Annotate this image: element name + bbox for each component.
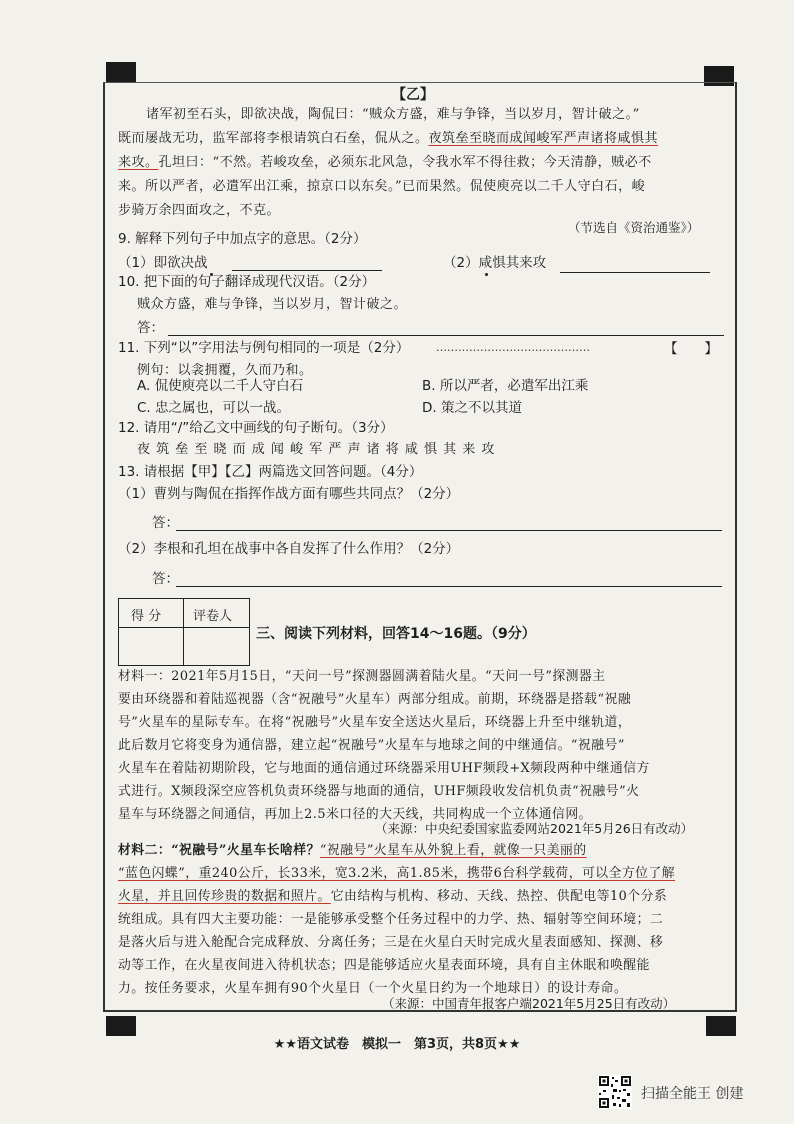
material1-line-1: 材料一：2021年5月15日，“天问一号”探测器圆满着陆火星。“天问一号”探测器主 xyxy=(118,669,606,684)
scanner-watermark: 扫描全能王 创建 xyxy=(641,1086,744,1102)
q11-option-b: B. 所以严者，必遣军出江乘 xyxy=(422,378,589,394)
material1-source: （来源：中央纪委国家监委网站2021年5月26日有改动） xyxy=(375,821,694,836)
q9-item1: （1）即欲决战 xyxy=(118,255,208,271)
material2-line-7: 力。按任务要求，火星车拥有90个火星日（一个火星日约为一个地球日）的设计寿命。 xyxy=(118,981,628,996)
material2-line-3 xyxy=(118,888,667,906)
material1-line-7: 星车与环绕器之间通信，再加上2.5米口径的大天线，共同构成一个立体通信网。 xyxy=(118,807,592,822)
passage-underlined-1: 夜筑垒至晓而成闻峻军严声诸将咸惧其 xyxy=(428,131,659,146)
material1-line-5: 火星车在着陆初期阶段，它与地面的通信通过环绕器采用UHF频段+X频段两种中继通信方 xyxy=(118,761,650,776)
passage-line-5: 步骑万余四面攻之，不克。 xyxy=(118,203,281,218)
q12-sentence[interactable]: 夜 筑 垒 至 晓 而 成 闻 峻 军 严 声 诸 将 咸 惧 其 来 攻 xyxy=(137,442,496,457)
registration-mark-top-left xyxy=(106,62,136,82)
q9-stem: 9. 解释下列句子中加点字的意思。（2分） xyxy=(118,231,367,247)
score-box xyxy=(118,598,250,666)
q11-example: 例句：以衾拥覆，久而乃和。 xyxy=(137,363,313,378)
passage-line-1: 诸军初至石头，即欲决战，陶侃曰：“贼众方盛，难与争锋，当以岁月，智计破之。” xyxy=(146,107,640,122)
passage-underlined-2: 来攻。 xyxy=(118,155,159,170)
material2-underlined-1: “祝融号”火星车从外貌上看，就像一只美丽的 xyxy=(319,843,587,858)
q11-option-c: C. 忠之属也，可以一战。 xyxy=(137,400,291,416)
material2-line-1 xyxy=(118,842,587,860)
material2-line-6: 动等工作，在火星夜间进入待机状态；四是能够适应火星表面环境，具有自主休眠和唤醒能 xyxy=(118,958,650,973)
score-input-cell[interactable] xyxy=(119,629,183,665)
q13-answer-label-2: 答： xyxy=(152,571,179,587)
q11-stem: 11. 下列“以”字用法与例句相同的一项是（2分） xyxy=(118,340,410,356)
score-box-divider-h xyxy=(119,627,249,628)
score-box-divider-v xyxy=(183,599,184,665)
q11-answer-bracket[interactable]: 【 】 xyxy=(664,341,718,357)
section-yi-title: 【乙】 xyxy=(392,87,434,103)
material2-line-1a: 材料二：“祝融号”火星车长啥样？ xyxy=(118,843,320,858)
q9-blank1[interactable] xyxy=(232,270,382,271)
q10-sentence: 贼众方盛，难与争锋，当以岁月，智计破之。 xyxy=(137,297,408,312)
q13-answer-line-2[interactable] xyxy=(176,586,722,587)
material1-line-4: 此后数月它将变身为通信器，建立起“祝融号”火星车与地球之间的中继通信。“祝融号” xyxy=(118,738,625,753)
passage-line-4: 来。所以严者，必遣军出江乘，掠京口以东矣。”已而果然。侃使庾亮以二千人守白石，峻 xyxy=(118,179,646,194)
q11-leader: …………………………………… xyxy=(436,341,590,354)
q13-answer-label-1: 答： xyxy=(152,515,179,531)
material1-line-2: 要由环绕器和着陆巡视器（含“祝融号”火星车）两部分组成。前期，环绕器是搭载“祝融 xyxy=(118,692,632,707)
q9-emphasis-dot-2 xyxy=(485,273,488,276)
q9-blank2[interactable] xyxy=(560,272,710,273)
q13-sub2: （2）李根和孔坦在战事中各自发挥了什么作用？（2分） xyxy=(118,541,460,557)
passage-line-3b: 孔坦曰：“不然。若峻攻垒，必须东北风急，令我水军不得往救；今天清静，贼必不 xyxy=(158,155,652,170)
q10-answer-label: 答： xyxy=(137,320,164,336)
material2-line-4: 统组成。具有四大主要功能：一是能够承受整个任务过程中的力学、热、辐射等空间环境；二 xyxy=(118,912,664,927)
passage-source: （节选自《资治通鉴》） xyxy=(568,220,700,235)
q13-answer-line-1[interactable] xyxy=(176,530,722,531)
material2-underlined-3: 火星，并且回传珍贵的数据和照片。 xyxy=(118,889,331,904)
material2-underlined-2: “蓝色闪蝶”，重240公斤，长33米，宽3.2米，高1.85米，携带6台科学载荷，可以全方位了解 xyxy=(118,866,676,881)
qr-code-icon xyxy=(598,1075,632,1109)
material1-line-6: 式进行。X频段深空应答机负责环绕器与地面的通信，UHF频段收发信机负责“祝融号”火 xyxy=(118,784,640,799)
section3-heading: 三、阅读下列材料，回答14～16题。（9分） xyxy=(256,626,536,642)
q9-item2: （2）咸惧其来攻 xyxy=(443,255,547,271)
passage-line-2a: 既而屡战无功，监军部将李根请筑白石垒，侃从之。 xyxy=(118,131,429,146)
score-label: 得 分 xyxy=(131,609,162,624)
q13-sub1: （1）曹刿与陶侃在指挥作战方面有哪些共同点？（2分） xyxy=(118,486,460,502)
q11-option-a: A. 侃使庾亮以二千人守白石 xyxy=(137,378,304,394)
page-footer: ★★语文试卷 模拟一 第3页，共8页★★ xyxy=(273,1037,521,1052)
q11-option-d: D. 策之不以其道 xyxy=(422,400,522,416)
q10-stem: 10. 把下面的句子翻译成现代汉语。（2分） xyxy=(118,274,376,290)
q13-stem: 13. 请根据【甲】【乙】两篇选文回答问题。（4分） xyxy=(118,464,423,480)
material2-line-3b: 它由结构与机构、移动、天线、热控、供配电等10个分系 xyxy=(330,889,668,904)
passage-line-2 xyxy=(118,130,658,148)
q10-answer-line[interactable] xyxy=(168,335,724,336)
material2-line-2 xyxy=(118,865,675,883)
passage-line-3 xyxy=(118,154,652,172)
material1-line-3: 号”火星车的星际专车。在将“祝融号”火星车安全送达火星后，环绕器上升至中继轨道， xyxy=(118,715,632,730)
frame-top-rule xyxy=(103,82,735,83)
material2-line-5: 是落火后与进入舱配合完成释放、分离任务；三是在火星白天时完成火星表面感知、探测、移 xyxy=(118,935,664,950)
q12-stem: 12. 请用“/”给乙文中画线的句子断句。（3分） xyxy=(118,420,394,436)
material2-source: （来源：中国青年报客户端2021年5月25日有改动） xyxy=(382,996,676,1011)
grader-label: 评卷人 xyxy=(193,609,233,624)
grader-input-cell[interactable] xyxy=(185,629,249,665)
